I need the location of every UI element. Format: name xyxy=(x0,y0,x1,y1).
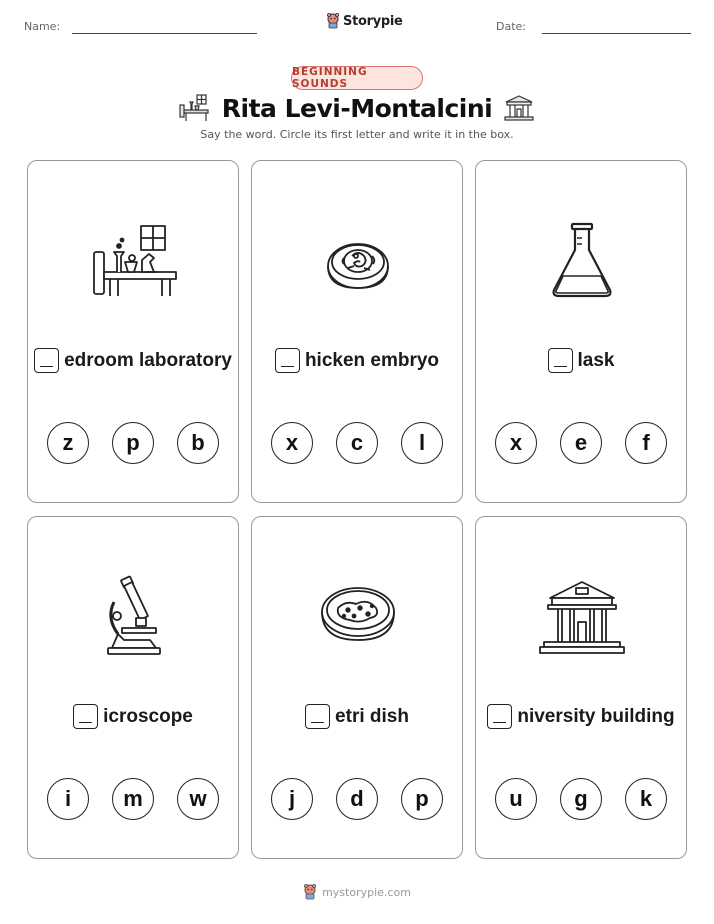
word-card-microscope xyxy=(27,516,239,859)
footer-url[interactable]: mystorypie.com xyxy=(322,885,411,899)
word-partial: edroom laboratory xyxy=(64,349,232,371)
chicken-embryo-icon xyxy=(308,216,408,306)
date-write-line[interactable] xyxy=(542,33,691,34)
letter-choice[interactable]: d xyxy=(336,778,378,820)
letter-choices xyxy=(495,422,667,464)
word-card-petri-dish xyxy=(251,516,463,859)
instructions: Say the word. Circle its first letter and write it in the box. xyxy=(200,128,514,141)
word-row xyxy=(252,348,462,373)
bedroom-lab-icon xyxy=(178,93,212,123)
letter-choice[interactable]: k xyxy=(625,778,667,820)
date-label: Date: xyxy=(496,20,526,33)
name-label: Name: xyxy=(24,20,61,33)
letter-choice[interactable]: m xyxy=(112,778,154,820)
letter-choice[interactable]: u xyxy=(495,778,537,820)
letter-choice[interactable]: j xyxy=(271,778,313,820)
word-card-university-building xyxy=(475,516,687,859)
letter-choice[interactable]: x xyxy=(271,422,313,464)
letter-choice[interactable]: x xyxy=(495,422,537,464)
letter-choice[interactable]: e xyxy=(560,422,602,464)
letter-choice[interactable]: g xyxy=(560,778,602,820)
university-icon xyxy=(502,93,536,123)
word-row xyxy=(476,704,686,729)
title-row xyxy=(0,92,714,124)
letter-choice[interactable]: l xyxy=(401,422,443,464)
word-partial: etri dish xyxy=(335,705,409,727)
first-letter-box[interactable] xyxy=(73,704,98,729)
microscope-icon xyxy=(84,572,184,662)
category-badge: BEGINNING SOUNDS xyxy=(291,66,423,90)
word-row xyxy=(252,704,462,729)
first-letter-box[interactable] xyxy=(305,704,330,729)
word-partial: hicken embryo xyxy=(304,349,440,371)
word-card-chicken-embryo xyxy=(251,160,463,503)
letter-choice[interactable]: z xyxy=(47,422,89,464)
letter-choices xyxy=(271,778,443,820)
word-row xyxy=(476,348,686,373)
letter-choice[interactable]: c xyxy=(336,422,378,464)
word-row xyxy=(28,704,238,729)
bedroom-lab-icon xyxy=(84,216,184,306)
word-row xyxy=(28,348,238,373)
letter-choice[interactable]: f xyxy=(625,422,667,464)
word-partial: niversity building xyxy=(517,705,675,727)
word-card-bedroom-laboratory xyxy=(27,160,239,503)
storypie-mascot-icon xyxy=(326,13,340,29)
word-card-flask xyxy=(475,160,687,503)
first-letter-box[interactable] xyxy=(34,348,59,373)
first-letter-box[interactable] xyxy=(548,348,573,373)
petri-dish-icon xyxy=(308,572,408,662)
word-partial: icroscope xyxy=(103,705,193,727)
first-letter-box[interactable] xyxy=(487,704,512,729)
letter-choice[interactable]: w xyxy=(177,778,219,820)
brand-logo xyxy=(326,13,403,29)
letter-choices xyxy=(495,778,667,820)
letter-choice[interactable]: b xyxy=(177,422,219,464)
word-partial: lask xyxy=(577,349,615,371)
letter-choice[interactable]: p xyxy=(401,778,443,820)
storypie-mascot-icon xyxy=(303,884,317,900)
letter-choice[interactable]: i xyxy=(47,778,89,820)
letter-choices xyxy=(271,422,443,464)
letter-choices xyxy=(47,778,219,820)
page-title: Rita Levi-Montalcini xyxy=(221,93,493,123)
name-write-line[interactable] xyxy=(72,33,257,34)
first-letter-box[interactable] xyxy=(275,348,300,373)
footer xyxy=(0,884,714,900)
flask-icon xyxy=(532,216,632,306)
letter-choice[interactable]: p xyxy=(112,422,154,464)
letter-choices xyxy=(47,422,219,464)
university-icon xyxy=(532,572,632,662)
brand-name: Storypie xyxy=(343,13,403,29)
